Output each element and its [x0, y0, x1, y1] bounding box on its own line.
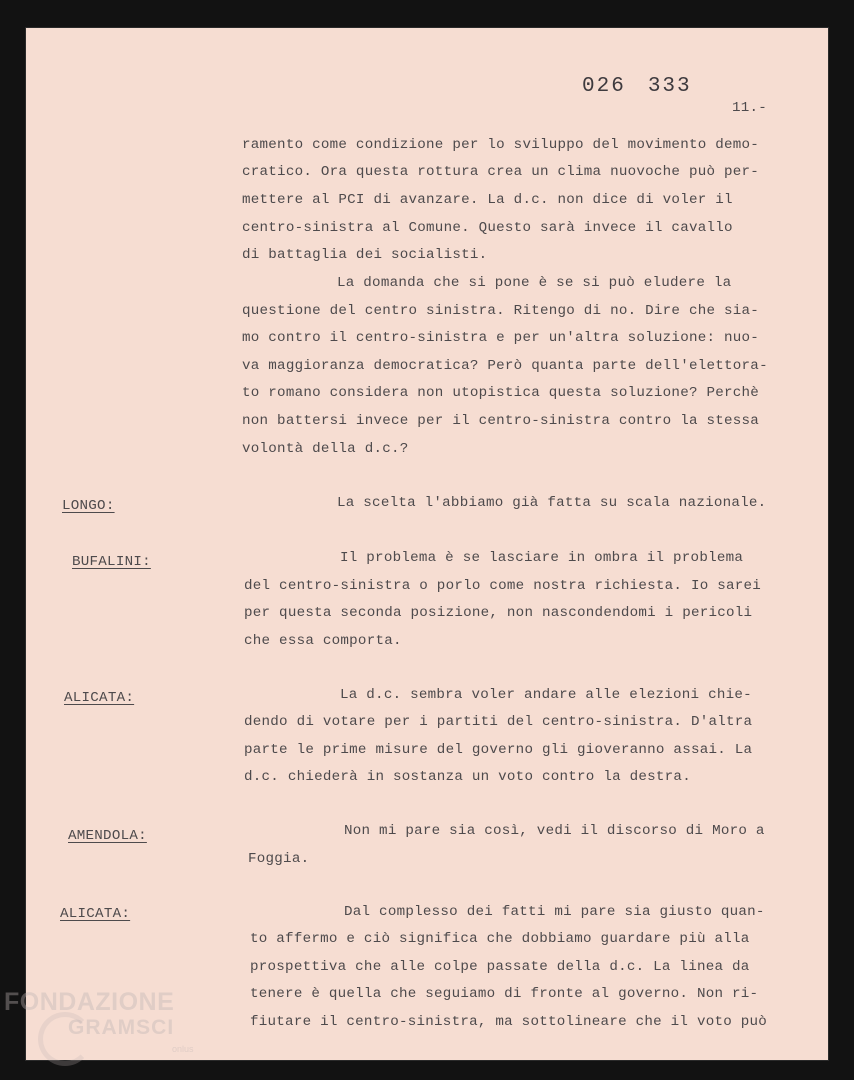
speech-line: La scelta l'abbiamo già fatta su scala nazionale. — [337, 495, 767, 511]
logo-text-line1: FONDAZIONE — [4, 988, 175, 1016]
body-line: mo contro il centro-sinistra e per un'altra soluzione: nuo- — [242, 330, 760, 346]
speech-line: tenere è quella che seguiamo di fronte al governo. Non ri- — [250, 986, 759, 1002]
speech-line: parte le prime misure del governo gli gioveranno assai. La — [244, 742, 753, 758]
speaker-label: AMENDOLA: — [68, 828, 147, 844]
body-line: to romano considera non utopistica questa soluzione? Perchè — [242, 385, 760, 401]
logo-text-line3: onlus — [172, 1044, 194, 1054]
speech-line: Foggia. — [248, 851, 310, 867]
body-line: mettere al PCI di avanzare. La d.c. non dice di voler il — [242, 192, 733, 208]
body-line: La domanda che si pone è se si può eludere la — [337, 275, 732, 291]
speech-line: Il problema è se lasciare in ombra il problema — [340, 550, 744, 566]
body-line: cratico. Ora questa rottura crea un clima nuovoche può per- — [242, 164, 760, 180]
body-line: di battaglia dei socialisti. — [242, 247, 488, 263]
archive-stamp-part2: 333 — [647, 75, 692, 98]
fondazione-gramsci-logo — [0, 986, 240, 1080]
speech-line: dendo di votare per i partiti del centro-sinistra. D'altra — [244, 714, 753, 730]
archive-stamp-part1: 026 — [582, 75, 626, 98]
speaker-label: ALICATA: — [64, 690, 135, 706]
page-number: 11.- — [732, 100, 768, 116]
body-line: questione del centro sinistra. Ritengo di no. Dire che sia- — [242, 303, 760, 319]
speech-line: prospettiva che alle colpe passate della d.c. La linea da — [250, 959, 750, 975]
speaker-label: BUFALINI: — [72, 554, 151, 570]
speaker-label: LONGO: — [62, 498, 115, 514]
speech-line: del centro-sinistra o porlo come nostra richiesta. Io sarei — [244, 578, 762, 594]
archive-stamp — [582, 75, 692, 98]
body-line: non battersi invece per il centro-sinistra contro la stessa — [242, 413, 760, 429]
document-page — [26, 28, 828, 1060]
speech-line: che essa comporta. — [244, 633, 402, 649]
speech-line: Non mi pare sia così, vedi il discorso di Moro a — [344, 823, 765, 839]
speech-line: La d.c. sembra voler andare alle elezioni chie- — [340, 687, 752, 703]
speech-line: d.c. chiederà in sostanza un voto contro la destra. — [244, 769, 691, 785]
speech-line: to affermo e ciò significa che dobbiamo guardare più alla — [250, 931, 750, 947]
body-line: ramento come condizione per lo sviluppo del movimento demo- — [242, 137, 760, 153]
logo-text-line2: GRAMSCI — [68, 1016, 175, 1039]
body-line: volontà della d.c.? — [242, 441, 409, 457]
speech-line: fiutare il centro-sinistra, ma sottolineare che il voto può — [250, 1014, 768, 1030]
speech-line: Dal complesso dei fatti mi pare sia giusto quan- — [344, 904, 765, 920]
body-line: va maggioranza democratica? Però quanta parte dell'elettora- — [242, 358, 768, 374]
body-line: centro-sinistra al Comune. Questo sarà invece il cavallo — [242, 220, 733, 236]
speech-line: per questa seconda posizione, non nascondendomi i pericoli — [244, 605, 753, 621]
speaker-label: ALICATA: — [60, 906, 131, 922]
